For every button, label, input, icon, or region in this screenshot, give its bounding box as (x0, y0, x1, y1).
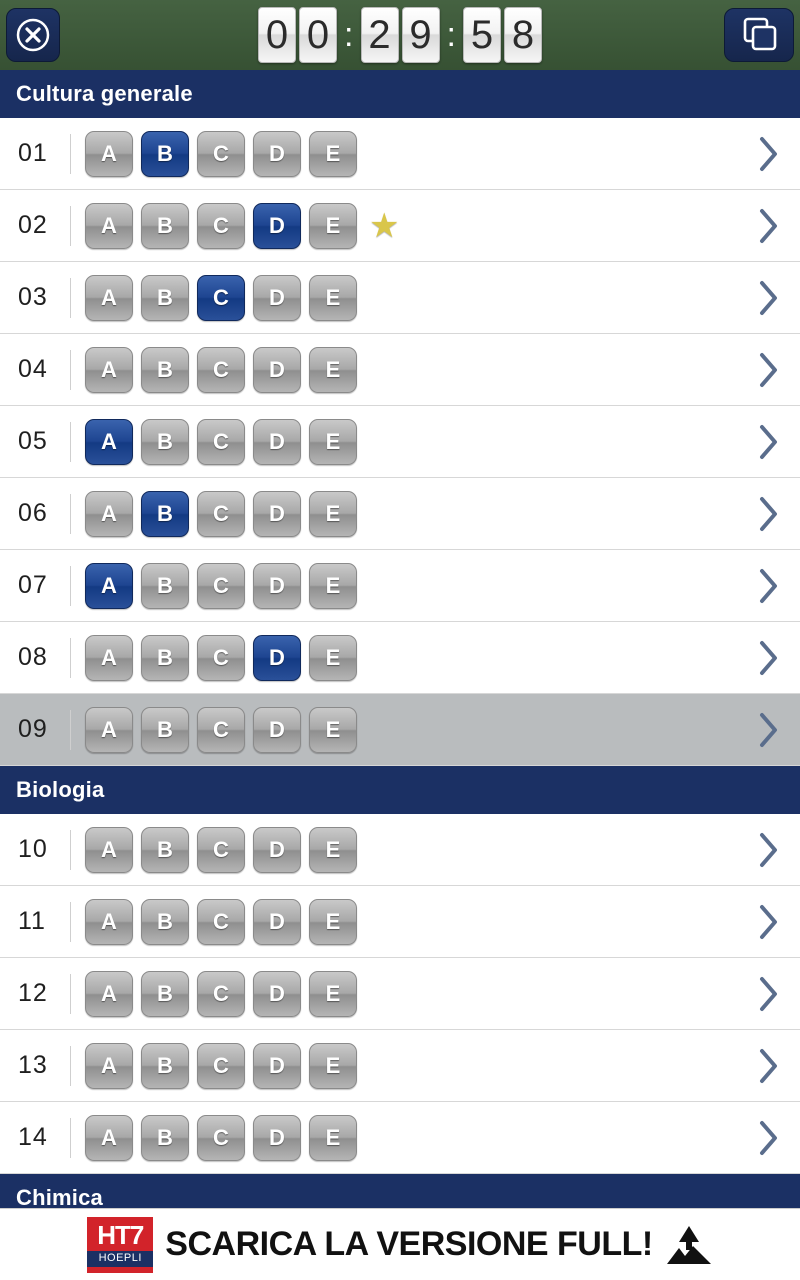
answer-option-c[interactable]: C (197, 635, 245, 681)
timer-seconds-tens: 5 (463, 7, 501, 63)
answer-option-e[interactable]: E (309, 419, 357, 465)
answer-option-c[interactable]: C (197, 275, 245, 321)
answer-option-a[interactable]: A (85, 827, 133, 873)
answer-option-d[interactable]: D (253, 131, 301, 177)
answer-option-c[interactable]: C (197, 419, 245, 465)
answer-options (85, 203, 357, 249)
answer-option-a[interactable]: A (85, 491, 133, 537)
chevron-right-icon[interactable] (758, 135, 780, 173)
answer-option-b[interactable]: B (141, 899, 189, 945)
answer-options (85, 635, 357, 681)
row-divider (70, 278, 71, 318)
answer-options (85, 899, 357, 945)
pages-button[interactable] (724, 8, 794, 62)
chevron-right-icon[interactable] (758, 495, 780, 533)
answer-option-d[interactable]: D (253, 275, 301, 321)
timer-hours (258, 7, 337, 63)
answer-option-c[interactable]: C (197, 347, 245, 393)
answer-option-a[interactable]: A (85, 1115, 133, 1161)
answer-option-c[interactable]: C (197, 1043, 245, 1089)
chevron-right-icon[interactable] (758, 279, 780, 317)
ad-banner[interactable] (0, 1208, 800, 1280)
question-number: 09 (18, 715, 48, 743)
hoepli-logo-bottom: HOEPLI (87, 1251, 153, 1267)
answer-option-c[interactable]: C (197, 491, 245, 537)
row-divider (70, 1046, 71, 1086)
timer-minutes (361, 7, 440, 63)
table-row[interactable] (0, 262, 800, 334)
question-number: 13 (18, 1051, 48, 1079)
question-number: 06 (18, 499, 48, 527)
answer-options (85, 275, 357, 321)
chevron-right-icon[interactable] (758, 1047, 780, 1085)
answer-option-a[interactable]: A (85, 347, 133, 393)
answer-option-e[interactable]: E (309, 827, 357, 873)
answer-option-e[interactable]: E (309, 275, 357, 321)
chevron-right-icon[interactable] (758, 975, 780, 1013)
hoepli-logo-top: HT7 (97, 1220, 144, 1250)
answer-option-e[interactable]: E (309, 131, 357, 177)
answer-option-a[interactable]: A (85, 707, 133, 753)
answer-option-e[interactable]: E (309, 899, 357, 945)
row-divider (70, 1118, 71, 1158)
copy-pages-icon (740, 14, 778, 57)
answer-option-e[interactable]: E (309, 707, 357, 753)
table-row[interactable] (0, 118, 800, 190)
table-row[interactable] (0, 814, 800, 886)
answer-options (85, 131, 357, 177)
answer-option-d[interactable]: D (253, 971, 301, 1017)
answer-option-c[interactable]: C (197, 971, 245, 1017)
chevron-right-icon[interactable] (758, 1119, 780, 1157)
answer-option-d[interactable]: D (253, 563, 301, 609)
table-row[interactable] (0, 958, 800, 1030)
timer-hours-ones: 0 (299, 7, 337, 63)
row-divider (70, 710, 71, 750)
answer-option-e[interactable]: E (309, 1115, 357, 1161)
answer-option-b[interactable]: B (141, 1043, 189, 1089)
answer-option-b[interactable]: B (141, 347, 189, 393)
answer-option-b[interactable]: B (141, 419, 189, 465)
answer-option-c[interactable]: C (197, 827, 245, 873)
table-row[interactable] (0, 1030, 800, 1102)
answer-option-d[interactable]: D (253, 635, 301, 681)
answer-option-d[interactable]: D (253, 347, 301, 393)
timer-minutes-tens: 2 (361, 7, 399, 63)
question-number: 14 (18, 1123, 48, 1151)
row-divider (70, 494, 71, 534)
row-divider (70, 206, 71, 246)
answer-options (85, 827, 357, 873)
question-number: 02 (18, 211, 48, 239)
section-header: Chimica (0, 1174, 800, 1208)
question-number: 05 (18, 427, 48, 455)
table-row[interactable] (0, 1102, 800, 1174)
answer-option-c[interactable]: C (197, 707, 245, 753)
answer-options (85, 419, 357, 465)
row-divider (70, 902, 71, 942)
answer-option-b[interactable]: B (141, 827, 189, 873)
answer-option-b[interactable]: B (141, 275, 189, 321)
answer-options (85, 563, 357, 609)
row-divider (70, 830, 71, 870)
question-number: 08 (18, 643, 48, 671)
chevron-right-icon[interactable] (758, 903, 780, 941)
answer-option-b[interactable]: B (141, 491, 189, 537)
question-number: 01 (18, 139, 48, 167)
table-row[interactable] (0, 478, 800, 550)
answer-option-c[interactable]: C (197, 899, 245, 945)
table-row[interactable] (0, 334, 800, 406)
close-button[interactable] (6, 8, 60, 62)
question-number: 10 (18, 835, 48, 863)
answer-option-b[interactable]: B (141, 131, 189, 177)
answer-option-a[interactable]: A (85, 1043, 133, 1089)
answer-options (85, 491, 357, 537)
row-divider (70, 974, 71, 1014)
row-divider (70, 566, 71, 606)
answer-options (85, 347, 357, 393)
answer-option-d[interactable]: D (253, 491, 301, 537)
download-icon (665, 1224, 713, 1266)
timer-seconds (463, 7, 542, 63)
answer-option-a[interactable]: A (85, 275, 133, 321)
answer-option-b[interactable]: B (141, 563, 189, 609)
row-divider (70, 638, 71, 678)
chevron-right-icon[interactable] (758, 351, 780, 389)
chevron-right-icon[interactable] (758, 567, 780, 605)
chevron-right-icon[interactable] (758, 711, 780, 749)
star-icon: ★ (369, 206, 400, 245)
timer-hours-tens: 0 (258, 7, 296, 63)
answer-option-d[interactable]: D (253, 1043, 301, 1089)
question-number: 07 (18, 571, 48, 599)
timer-minutes-ones: 9 (402, 7, 440, 63)
answer-options (85, 1043, 357, 1089)
ad-text: SCARICA LA VERSIONE FULL! (165, 1225, 653, 1263)
answer-options (85, 707, 357, 753)
answer-option-e[interactable]: E (309, 971, 357, 1017)
section-header: Cultura generale (0, 70, 800, 118)
answer-option-d[interactable]: D (253, 707, 301, 753)
answer-option-a[interactable]: A (85, 563, 133, 609)
question-number: 11 (18, 907, 46, 935)
answer-option-c[interactable]: C (197, 563, 245, 609)
timer-separator-1: : (344, 16, 354, 54)
answer-option-d[interactable]: D (253, 827, 301, 873)
answer-option-c[interactable]: C (197, 1115, 245, 1161)
question-number: 04 (18, 355, 48, 383)
answer-option-d[interactable]: D (253, 1115, 301, 1161)
answer-option-b[interactable]: B (141, 971, 189, 1017)
answer-option-c[interactable]: C (197, 131, 245, 177)
table-row[interactable] (0, 622, 800, 694)
top-bar (0, 0, 800, 70)
chevron-right-icon[interactable] (758, 207, 780, 245)
row-divider (70, 350, 71, 390)
answer-option-a[interactable]: A (85, 971, 133, 1017)
chevron-right-icon[interactable] (758, 831, 780, 869)
answer-option-e[interactable]: E (309, 1043, 357, 1089)
answer-option-a[interactable]: A (85, 899, 133, 945)
table-row[interactable] (0, 694, 800, 766)
table-row[interactable] (0, 406, 800, 478)
answer-option-a[interactable]: A (85, 131, 133, 177)
answer-option-b[interactable]: B (141, 635, 189, 681)
answer-option-a[interactable]: A (85, 203, 133, 249)
answer-option-c[interactable]: C (197, 203, 245, 249)
answer-option-b[interactable]: B (141, 1115, 189, 1161)
answer-option-a[interactable]: A (85, 419, 133, 465)
answer-option-e[interactable]: E (309, 563, 357, 609)
chevron-right-icon[interactable] (758, 639, 780, 677)
answer-option-b[interactable]: B (141, 707, 189, 753)
answer-option-d[interactable]: D (253, 899, 301, 945)
answer-option-e[interactable]: E (309, 635, 357, 681)
answer-options (85, 1115, 357, 1161)
answer-option-d[interactable]: D (253, 419, 301, 465)
answer-options (85, 971, 357, 1017)
answer-option-e[interactable]: E (309, 203, 357, 249)
row-divider (70, 134, 71, 174)
chevron-right-icon[interactable] (758, 423, 780, 461)
close-x-icon (16, 18, 50, 52)
answer-option-e[interactable]: E (309, 347, 357, 393)
row-divider (70, 422, 71, 462)
question-number: 12 (18, 979, 48, 1007)
table-row[interactable] (0, 190, 800, 262)
answer-option-d[interactable]: D (253, 203, 301, 249)
answer-option-e[interactable]: E (309, 491, 357, 537)
question-number: 03 (18, 283, 48, 311)
table-row[interactable] (0, 550, 800, 622)
timer-seconds-ones: 8 (504, 7, 542, 63)
answer-option-a[interactable]: A (85, 635, 133, 681)
section-header: Biologia (0, 766, 800, 814)
answer-option-b[interactable]: B (141, 203, 189, 249)
hoepli-logo (87, 1217, 153, 1273)
table-row[interactable] (0, 886, 800, 958)
countdown-timer (258, 7, 542, 63)
question-list[interactable] (0, 70, 800, 1208)
timer-separator-2: : (446, 16, 456, 54)
